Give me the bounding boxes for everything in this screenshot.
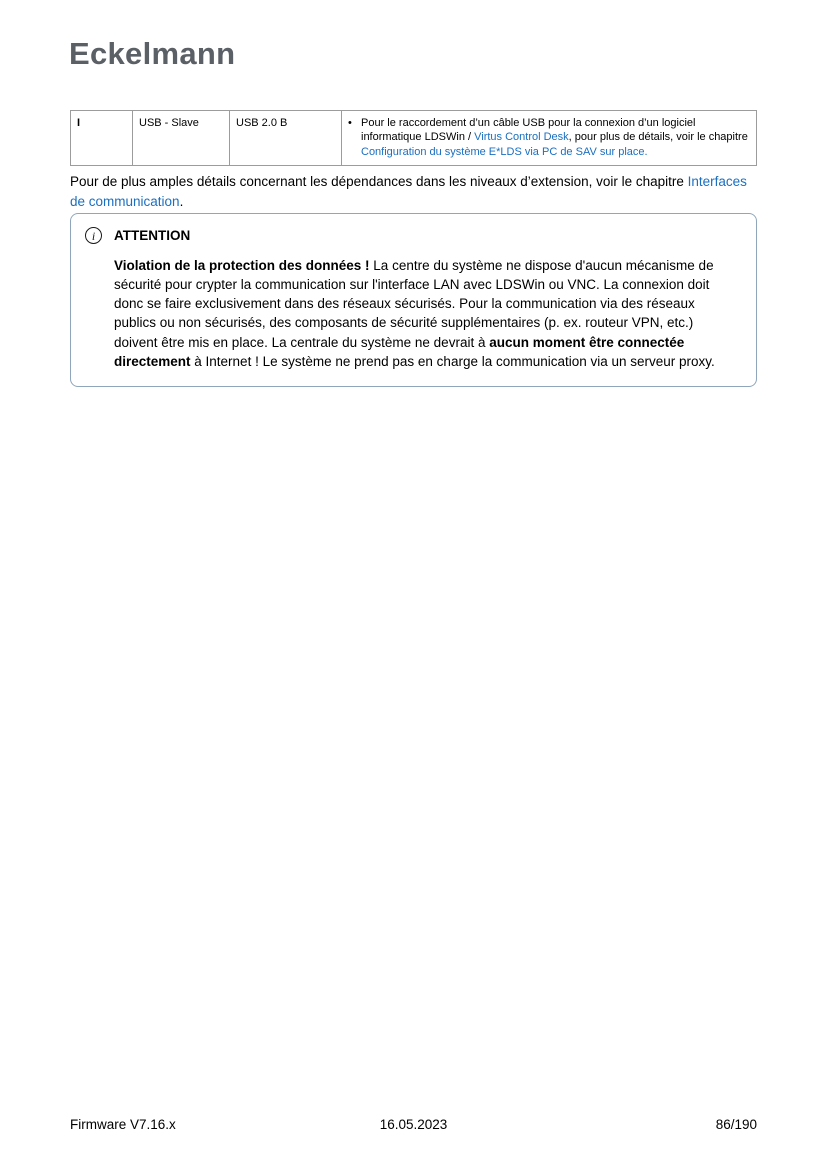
attention-text-part: à Internet ! Le système ne prend pas en charge la communication via un serveur proxy. <box>190 353 715 369</box>
eckelmann-logo: Eckelmann <box>69 36 236 71</box>
link-virtus-control-desk[interactable]: Virtus Control Desk <box>474 131 569 144</box>
attention-box <box>70 213 757 387</box>
attention-text-part: La centre du système ne dispose d'aucun mécanisme de sécurité pour crypter la communication sur l'interface LAN avec LDSWin ou VNC. La connexion doit donc se faire exclusivement dans des réseaux sécurisés. Pour la communication via des réseaux publics ou non sécurisés, des composants de sécurité supplémentaires (p. ex. routeur VPN, etc.) doivent être mis en place. La centrale du système ne devrait à <box>114 258 714 350</box>
bullet-marker: • <box>348 117 352 129</box>
attention-bold-emphasis: aucun moment être connectée directement <box>114 334 685 369</box>
table-row <box>71 111 757 166</box>
footer-firmware-version: Firmware V7.16.x <box>70 1117 176 1132</box>
intro-text-part: Pour de plus amples détails concernant les dépendances dans les niveaux d’extension, voir le chapitre <box>70 174 688 189</box>
description-text-part: Pour le raccordement d’un câble USB pour la connexion d’un logiciel informatique LDSWin / <box>361 117 696 144</box>
cell-description <box>342 111 757 166</box>
intro-text-part: . <box>179 194 184 210</box>
footer-date: 16.05.2023 <box>379 1117 448 1132</box>
description-bullet-item <box>348 116 750 159</box>
info-icon-glyph: i <box>91 228 96 243</box>
info-icon <box>85 227 102 244</box>
attention-header <box>85 227 736 244</box>
link-interfaces-communication[interactable]: Interfaces de communication <box>70 174 747 210</box>
usb-spec-table <box>70 110 757 166</box>
footer-page-number: 86/190 <box>715 1117 757 1132</box>
intro-paragraph <box>70 172 760 213</box>
description-text-part: , pour plus de détails, voir le chapitre <box>568 131 748 144</box>
attention-body <box>114 256 736 371</box>
cell-function: USB - Slave <box>133 111 230 166</box>
attention-title: ATTENTION <box>114 228 191 243</box>
description-text <box>361 116 750 159</box>
page-footer <box>70 1117 757 1132</box>
attention-bold-lead: Violation de la protection des données ! <box>114 258 370 273</box>
cell-port-id: I <box>71 111 133 166</box>
link-configuration-chapter[interactable]: Configuration du système E*LDS via PC de SAV sur place. <box>361 145 648 158</box>
cell-connector: USB 2.0 B <box>230 111 342 166</box>
